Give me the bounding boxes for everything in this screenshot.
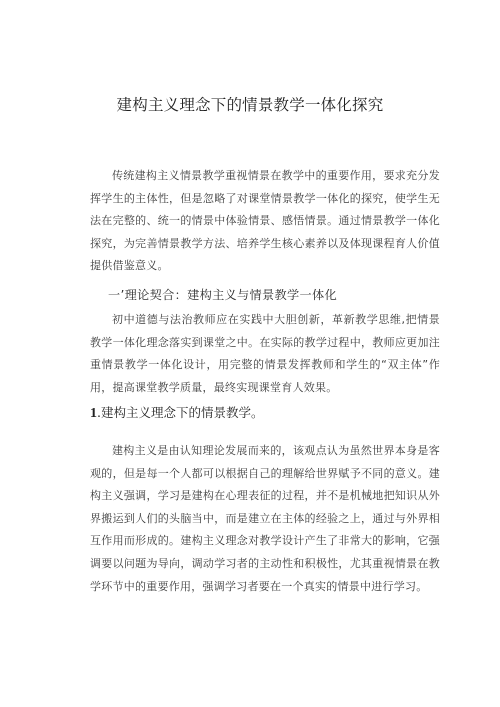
document-title: 建构主义理念下的情景教学一体化探究	[116, 96, 384, 114]
section-1-heading: 一’理论契合：建构主义与情景教学一体化	[108, 288, 337, 302]
section-1-paragraph: 初中道德与法治教师应在实践中大胆创新，革新教学思维,把情景教学一体化理念落实到课堂之中。在实际的教学过程中，教师应更加注重情景教学一体化设计，用完整的情景发挥教师和学生的“双主体”作用，提高课堂教学质量，最终实现课堂育人效果。	[90, 313, 440, 394]
subsection-1-number: 1	[90, 406, 97, 421]
subsection-1-heading-text: .建构主义理念下的情景教学。	[97, 405, 264, 420]
subsection-1-paragraph: 建构主义是由认知理论发展而来的，该观点认为虽然世界本身是客观的，但是每一个人都可以根据自己的理解给世界赋予不同的意义。建构主义强调，学习是建构在心理表征的过程，并不是机械地把知识从外界搬运到人们的头脑当中，而是建立在主体的经验之上，通过与外界相互作用而形成的。建构主义理念对教学设计产生了非常大的影响，它强调要以问题为导向，调动学习者的主动性和积极性，尤其重视情景在教学环节中的重要作用，强调学习者要在一个真实的情景中进行学习。	[90, 444, 440, 593]
intro-paragraph: 传统建构主义情景教学重视情景在教学中的重要作用，要求充分发挥学生的主体性，但是忽略了对课堂情景教学一体化的探究，使学生无法在完整的、统一的情景中体验情景、感悟情景。通过情景教学一体化探究，为完善情景教学方法、培养学生核心素养以及体现课程育人价值提供借鉴意义。	[90, 169, 440, 273]
subsection-1-heading	[90, 403, 263, 422]
